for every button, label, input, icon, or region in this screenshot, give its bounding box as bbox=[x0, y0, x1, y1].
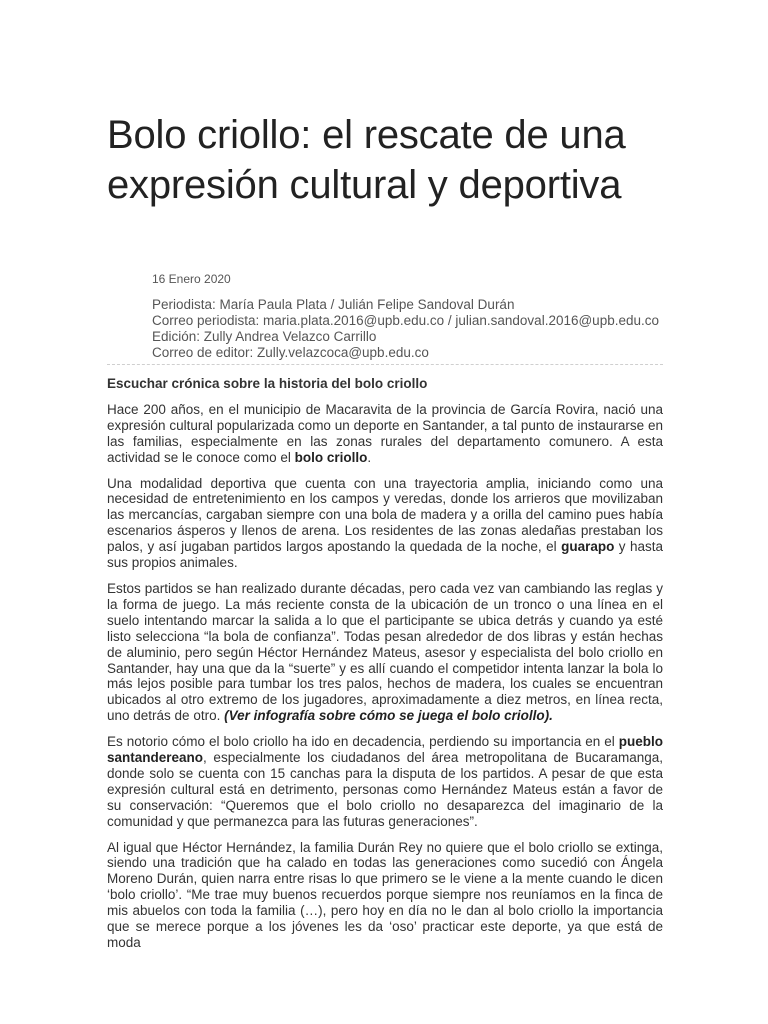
paragraph-2-bold: guarapo bbox=[561, 539, 615, 555]
publish-date: 16 Enero 2020 bbox=[152, 272, 231, 286]
article-body bbox=[107, 376, 663, 961]
paragraph-2-end: y hasta sus propios animales. bbox=[107, 539, 664, 571]
paragraph-4-end: , especialmente los ciudadanos del área metropolitana de Bucaramanga, donde solo se cuenta con 15 canchas para la disputa de los partidos. A pesar de que esta expresión cultural está en detrimento, personas como Hernández Mateus están a favor de su conservación: “Queremos que el bolo criollo no desaparezca del imaginario de la comunidad y que permanezca para las futuras generaciones”. bbox=[107, 750, 663, 829]
paragraph-1-text: Hace 200 años, en el municipio de Macaravita de la provincia de García Rovira, nació una expresión cultural popularizada como un deporte en Santander, a tal punto de instaurarse en las familias, especialmente en las zonas rurales del departamento comunero. A esta actividad se le conoce como el bbox=[107, 401, 663, 465]
article-title: Bolo criollo: el rescate de una expresión cultural y deportiva bbox=[107, 113, 626, 207]
credit-editor: Edición: Zully Andrea Velazco Carrillo bbox=[152, 329, 377, 344]
paragraph-4 bbox=[107, 734, 663, 829]
paragraph-3 bbox=[107, 581, 663, 724]
paragraph-1-end: . bbox=[367, 449, 372, 465]
credit-journalist: Periodista: María Paula Plata / Julián Felipe Sandoval Durán bbox=[152, 297, 515, 312]
paragraph-3-text: Estos partidos se han realizado durante décadas, pero cada vez van cambiando las reglas y la forma de juego. La más reciente consta de la ubicación de un tronco o una línea en el suelo intentando marcar la salida a lo que el participante se ubica detrás y cuando ya esté listo selecciona “la bola de confianza”. Todas pesan alrededor de dos libras y están hechas de aluminio, pero según Héctor Hernández Mateus, asesor y especialista del bolo criollo en Santander, hay una que da la “suerte” y es allí cuando el competidor intenta lanzar la bola lo más lejos posible para tumbar los tres palos, hechos de madera, los cuales se encuentran ubicados al otro extremo de los jugadores, aproximadamente a diez metros, en línea recta, uno detrás de otro. bbox=[107, 580, 663, 724]
infographic-link[interactable]: (Ver infografía sobre cómo se juega el bolo criollo). bbox=[224, 708, 553, 724]
credit-editor-email: Correo de editor: Zully.velazcoca@upb.edu.co bbox=[152, 345, 429, 360]
paragraph-2-text: Una modalidad deportiva que cuenta con una trayectoria amplia, iniciando como una necesidad de entretenimiento en los campos y veredas, donde los arrieros que movilizaban las mercancías, cargaban siempre con una bola de madera y a orilla del camino pues había escenarios ásperos y llenos de arena. Los residentes de las zonas aledañas prestaban los palos, y así jugaban partidos largos apostando la quedada de la noche, el bbox=[107, 475, 663, 555]
paragraph-5 bbox=[107, 840, 663, 951]
dashed-divider bbox=[107, 364, 663, 365]
article-meta bbox=[152, 271, 672, 361]
audio-chronicle-heading: Escuchar crónica sobre la historia del bolo criollo bbox=[107, 376, 428, 391]
paragraph-1 bbox=[107, 402, 663, 466]
paragraph-1-bold: bolo criollo bbox=[294, 449, 368, 465]
credit-journalist-email: Correo periodista: maria.plata.2016@upb.edu.co / julian.sandoval.2016@upb.edu.co bbox=[152, 313, 659, 328]
credits-block bbox=[152, 297, 672, 361]
paragraph-4-text: Es notorio cómo el bolo criollo ha ido en decadencia, perdiendo su importancia en el bbox=[107, 734, 619, 750]
paragraph-2 bbox=[107, 476, 663, 571]
paragraph-4-bold: pueblo santandereano bbox=[107, 734, 663, 766]
paragraph-5-text: Al igual que Héctor Hernández, la familia Durán Rey no quiere que el bolo criollo se extinga, siendo una tradición que ha calado en todas las generaciones como sucedió con Ángela Moreno Durán, quien narra entre risas lo que primero se le viene a la mente cuando le dicen ‘bolo criollo’. “Me trae muy buenos recuerdos porque siempre nos reuníamos en la finca de mis abuelos con toda la familia (…), pero hoy en día no le dan al bolo criollo la importancia que se merece porque a los jóvenes les da ‘oso’ practicar este deporte, ya que está de moda bbox=[107, 839, 663, 950]
